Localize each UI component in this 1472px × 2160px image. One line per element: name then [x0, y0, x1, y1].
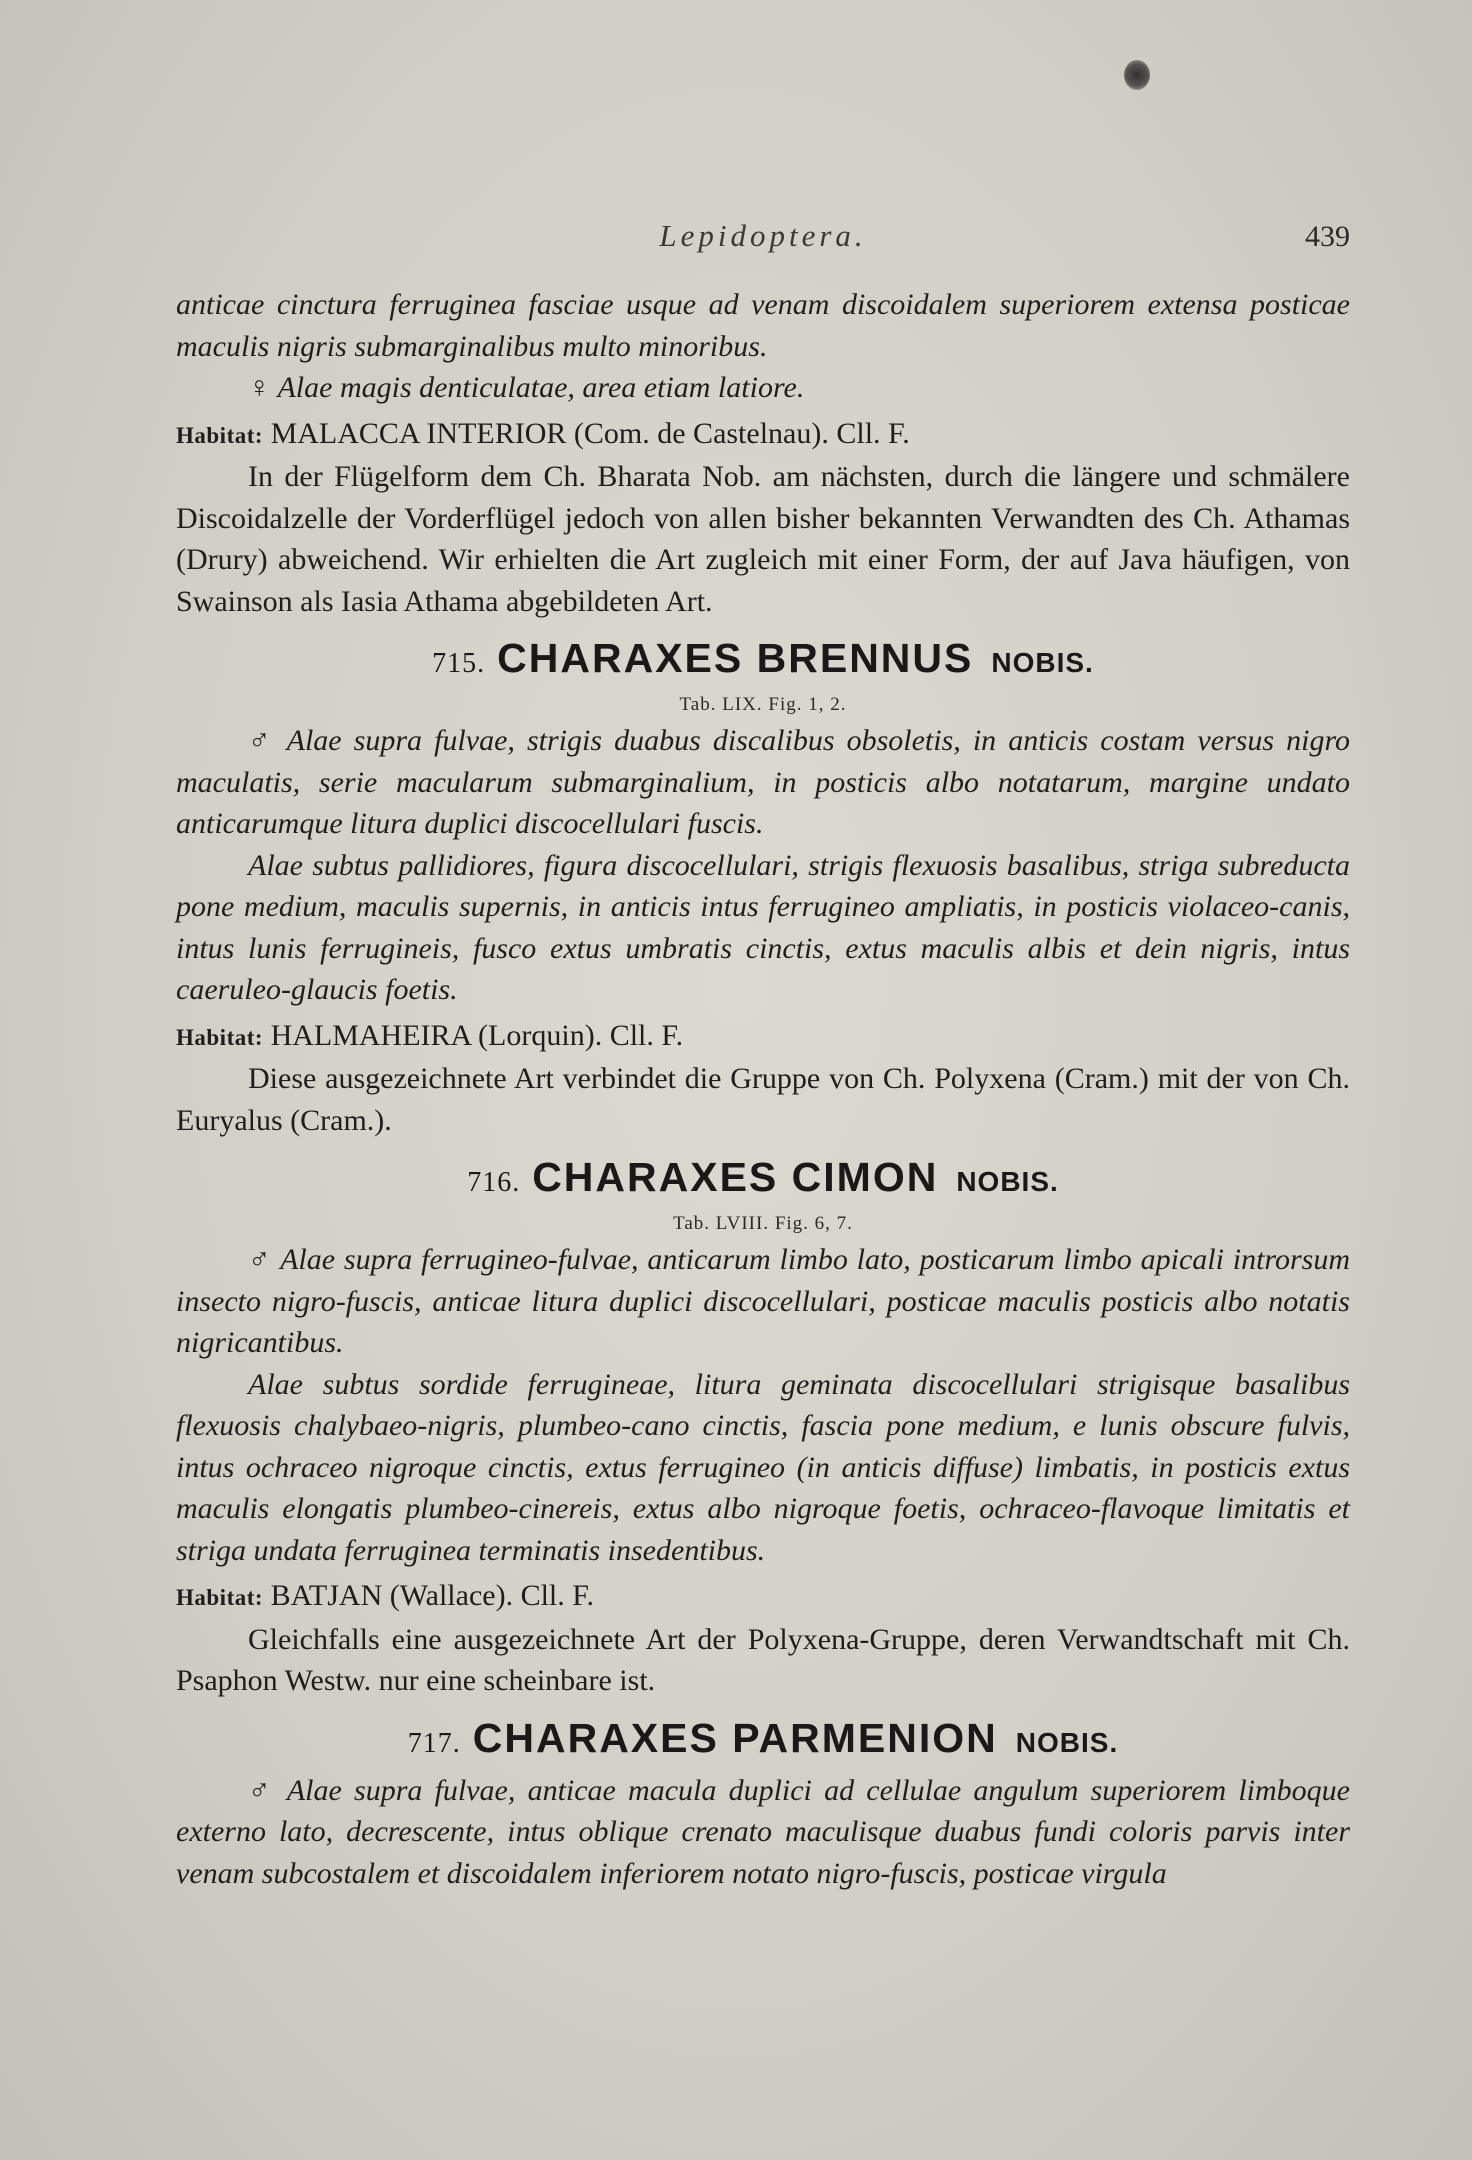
habitat-line	[176, 1575, 1350, 1619]
male-symbol-icon: ♂	[248, 724, 276, 757]
species-heading-715	[176, 632, 1350, 690]
male-symbol-icon: ♂	[248, 1773, 276, 1807]
species-heading-716	[176, 1151, 1350, 1209]
ink-spot	[1124, 60, 1150, 90]
habitat-text: HALMAHEIRA (Lorquin). Cll. F.	[270, 1018, 684, 1052]
species-name: CHARAXES PARMENION	[472, 1714, 998, 1761]
underside-description: Alae subtus sordide ferrugineae, litura geminata discocellulari strigisque basalibus flexuosis chalybaeo-nigris, plumbeo-cano cinctis, fascia pone medium, e lunis obscure fulvis, intus ochraceo nigroque cinctis, extus ferrugineo (in anticis diffuse) limbatis, in posticis extus maculis elongatis plumbeo-cinereis, extus albo nigroque foetis, ochraceo-flavoque limitatis et striga undata ferruginea terminatis insedentibus.	[176, 1367, 1350, 1567]
upperside-text: Alae supra fulvae, strigis duabus discalibus obsoletis, in anticis costam versus nigro maculatis, serie macularum submarginalium, in posticis albo notatarum, margine undato anticarumque litura duplici discocellulari fuscis.	[176, 724, 1350, 840]
species-author: NOBIS.	[956, 1166, 1059, 1197]
plate-reference: Tab. LVIII. Fig. 6, 7.	[673, 1213, 853, 1234]
upperside-text: Alae supra ferrugineo-fulvae, anticarum limbo lato, posticarum limbo apicali introrsum insecto nigro-fuscis, anticae litura duplici discocellulari, posticae maculis posticis albo notatis nigricantibus.	[176, 1243, 1350, 1359]
species-number: 717.	[407, 1727, 461, 1759]
habitat-line	[176, 1015, 1350, 1059]
discussion-paragraph: In der Flügelform dem Ch. Bharata Nob. am nächsten, durch die längere und schmälere Discoidalzelle der Vorderflügel jedoch von allen bisher bekannten Verwandten des Ch. Athamas (Drury) abweichend. Wir erhielten die Art zugleich mit einer Form, der auf Java häufigen, von Swainson als Iasia Athama abgebildeten Art.	[176, 460, 1350, 618]
female-symbol-icon: ♀	[248, 371, 271, 404]
page-number: 439	[1305, 220, 1350, 253]
species-author: NOBIS.	[991, 647, 1094, 678]
species-name: CHARAXES BRENNUS	[497, 635, 974, 681]
habitat-text: MALACCA INTERIOR (Com. de Castelnau). Cll. F.	[270, 416, 910, 450]
upperside-description	[176, 720, 1350, 845]
upperside-description	[176, 1770, 1350, 1895]
page-body	[176, 284, 1350, 1894]
habitat-label: Habitat:	[176, 422, 264, 448]
habitat-label: Habitat:	[176, 1024, 264, 1050]
upperside-text: Alae supra fulvae, anticae macula duplici ad cellulae angulum superiorem limboque externo lato, decrescente, intus oblique crenato maculisque duabus fundi coloris parvis inter venam subcostalem et discoidalem inferiorem notato nigro-fuscis, posticae virgula	[176, 1773, 1350, 1890]
male-symbol-icon: ♂	[248, 1243, 272, 1276]
underside-description: Alae subtus pallidiores, figura discocellulari, strigis flexuosis basalibus, striga subreducta pone medium, maculis supernis, in anticis intus ferrugineo ampliatis, in posticis violaceo-canis, intus lunis ferrugineis, fusco extus umbratis cinctis, extus maculis albis et dein nigris, intus caeruleo-glaucis foetis.	[176, 848, 1350, 1006]
continued-description: anticae cinctura ferruginea fasciae usque ad venam discoidalem superiorem extensa posticae maculis nigris submarginalibus multo minoribus.	[176, 288, 1350, 363]
habitat-line	[176, 413, 1350, 457]
species-name: CHARAXES CIMON	[532, 1154, 939, 1200]
female-description	[176, 367, 1350, 409]
upperside-description	[176, 1239, 1350, 1364]
habitat-label: Habitat:	[176, 1585, 264, 1610]
page-header	[176, 218, 1350, 258]
species-number: 716.	[467, 1167, 521, 1198]
discussion-paragraph: Diese ausgezeichnete Art verbindet die Gruppe von Ch. Polyxena (Cram.) mit der von Ch. Euryalus (Cram.).	[176, 1062, 1350, 1137]
habitat-text: BATJAN (Wallace). Cll. F.	[270, 1579, 595, 1612]
discussion-paragraph: Gleichfalls eine ausgezeichnete Art der Polyxena-Gruppe, deren Verwandtschaft mit Ch. Psaphon Westw. nur eine scheinbare ist.	[176, 1622, 1350, 1697]
species-number: 715.	[432, 648, 486, 679]
species-heading-717	[176, 1712, 1350, 1770]
female-description-text: Alae magis denticulatae, area etiam latiore.	[277, 371, 805, 404]
species-author: NOBIS.	[1015, 1726, 1119, 1758]
running-title: Lepidoptera.	[659, 218, 867, 253]
plate-reference: Tab. LIX. Fig. 1, 2.	[679, 694, 847, 715]
